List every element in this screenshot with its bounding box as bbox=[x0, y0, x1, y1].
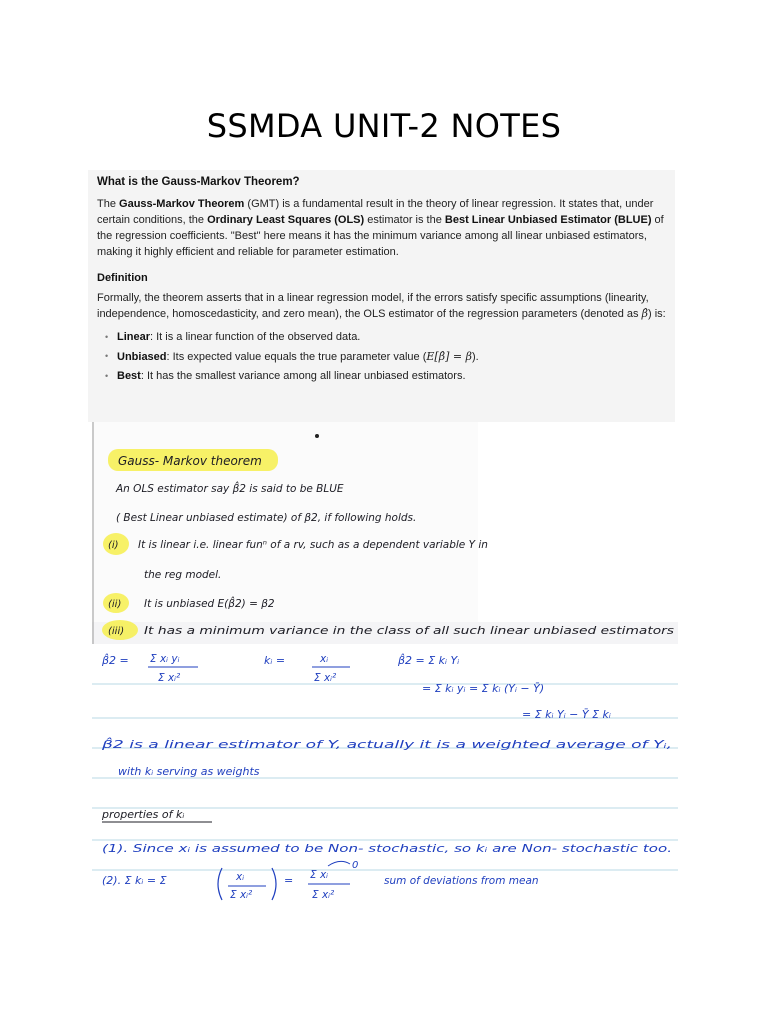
hw-property-2-note: sum of deviations from mean bbox=[384, 875, 539, 887]
hw-item-i: It is linear i.e. linear funⁿ of a rv, such as a dependent variable Y in bbox=[138, 539, 488, 551]
hw-linear-line2: with kᵢ serving as weights bbox=[118, 765, 260, 778]
eq-beta2-lhs: β̂2 = bbox=[102, 654, 129, 667]
hw-item-i-cont: the reg model. bbox=[144, 569, 222, 581]
hw-property-2-denominator: Σ xᵢ² bbox=[230, 889, 253, 901]
bullet-unbiased: • Unbiased: Its expected value equals the true parameter value (E[β̂] = β). bbox=[107, 347, 666, 367]
hw-line1: An OLS estimator say β̂2 is said to be BLUE bbox=[116, 483, 344, 495]
definition-heading: Definition bbox=[97, 272, 148, 284]
arrow-to-zero-icon bbox=[328, 861, 350, 866]
gmt-info-box bbox=[88, 170, 675, 422]
hw-property-1: (1). Since xᵢ is assumed to be Non- stochastic, so kᵢ are Non- stochastic too. bbox=[102, 843, 672, 855]
eq-ki-denominator: Σ xᵢ² bbox=[314, 672, 337, 684]
bullet-linear: • Linear: It is a linear function of the observed data. bbox=[107, 328, 666, 347]
ink-dot bbox=[315, 434, 319, 438]
eq-beta2-numerator: Σ xᵢ yᵢ bbox=[150, 653, 180, 665]
hw-property-2-right-numerator: Σ xᵢ bbox=[310, 869, 329, 881]
gmt-heading: What is the Gauss-Markov Theorem? bbox=[97, 176, 300, 188]
hw-item-ii: It is unbiased E(β̂2) = β2 bbox=[144, 598, 275, 610]
eq-step3: = Σ kᵢ Yᵢ − Ȳ Σ kᵢ bbox=[522, 708, 611, 721]
eq-step2: = Σ kᵢ yᵢ = Σ kᵢ (Yᵢ − Ȳ) bbox=[422, 682, 545, 695]
hw-property-2-right-denominator: Σ xᵢ² bbox=[312, 889, 335, 901]
hw-item-iii: It has a minimum variance in the class of all such linear unbiased estimators bbox=[144, 625, 675, 637]
eq-beta2-denominator: Σ xᵢ² bbox=[158, 672, 181, 684]
hw-property-2-lhs: (2). Σ kᵢ = Σ bbox=[102, 874, 167, 887]
bullet-best: • Best: It has the smallest variance among all linear unbiased estimators. bbox=[107, 367, 666, 386]
hw-property-2-numerator: xᵢ bbox=[236, 871, 245, 883]
hw-line2: ( Best Linear unbiased estimate) of β2, if following holds. bbox=[116, 512, 417, 524]
hw-heading: Gauss- Markov theorem bbox=[118, 454, 262, 468]
hw-linear-line1: β̂2 is a linear estimator of Y, actually it is a weighted average of Yᵢ, bbox=[102, 738, 469, 751]
definition-paragraph: Formally, the theorem asserts that in a linear regression model, if the errors satisfy specific assumptions (linearity, independence, homoscedasticity, and zero mean), the OLS estimator of the regression parameters (denoted as β̂) is: bbox=[97, 292, 666, 320]
hw-item-iii-number: (iii) bbox=[108, 626, 125, 637]
gmt-intro-paragraph: The Gauss-Markov Theorem (GMT) is a fundamental result in the theory of linear regression. It states that, under certain conditions, the Ordinary Least Squares (OLS) estimator is the Best Linear Unbiased Estimator (BLUE) of the regression coefficients. "Best" here means it has the minimum variance among all linear unbiased estimators, making it highly efficient and reliable for parameter estimation. bbox=[97, 198, 664, 258]
eq-ki-numerator: xᵢ bbox=[320, 653, 329, 665]
eq-beta2-k: β̂2 = Σ kᵢ Yᵢ bbox=[398, 654, 460, 667]
paren-left bbox=[218, 868, 222, 900]
hw-properties-heading: properties of kᵢ bbox=[102, 808, 185, 821]
hw-item-ii-number: (ii) bbox=[108, 599, 122, 610]
hw-property-2-equals: = bbox=[284, 874, 294, 887]
hw-property-2-zero: 0 bbox=[352, 860, 359, 871]
blue-properties-list bbox=[97, 328, 666, 386]
page-title: SSMDA UNIT-2 NOTES bbox=[206, 107, 562, 146]
handwritten-notes bbox=[88, 422, 678, 922]
eq-ki-lhs: kᵢ = bbox=[264, 654, 286, 667]
hw-item-i-number: (i) bbox=[108, 540, 119, 551]
paren-right bbox=[272, 868, 276, 900]
